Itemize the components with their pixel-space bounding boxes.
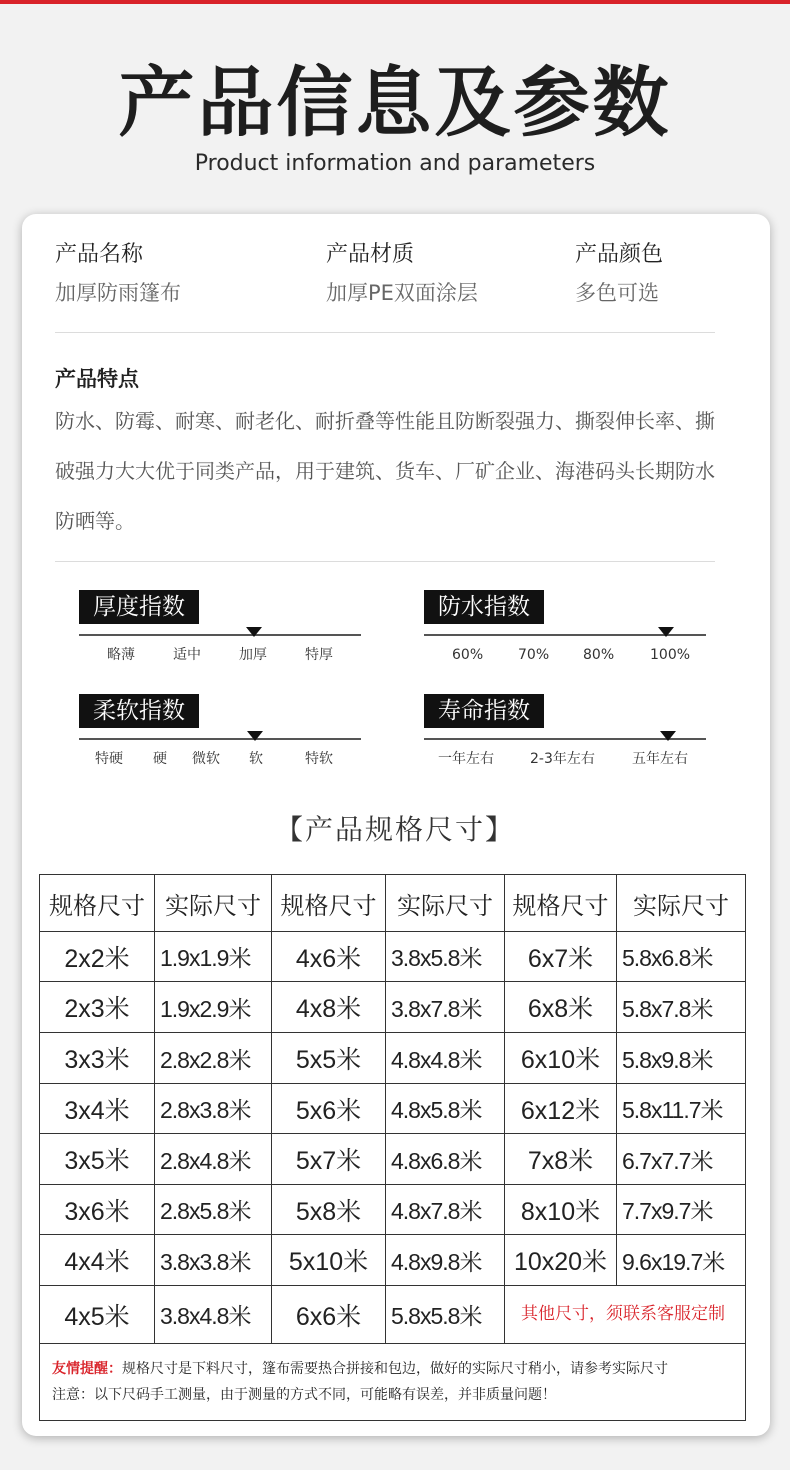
index-option: 特硬 [95, 751, 123, 767]
table-row [40, 1235, 746, 1286]
table-cell: 4.8x4.8米 [386, 1033, 505, 1084]
tip-label: 友情提醒： [52, 1361, 122, 1377]
table-cell: 5.8x11.7米 [617, 1084, 746, 1134]
table-cell: 1.9x2.9米 [155, 982, 272, 1033]
info-color [575, 240, 663, 308]
table-cell: 3.8x4.8米 [155, 1286, 272, 1344]
table-cell: 5.8x6.8米 [617, 932, 746, 982]
index-option: 80% [583, 647, 615, 663]
column-header: 实际尺寸 [386, 875, 505, 932]
table-cell: 4x5米 [40, 1286, 155, 1344]
index-tag: 寿命指数 [424, 694, 544, 728]
column-header: 规格尺寸 [505, 875, 617, 932]
table-cell: 4.8x5.8米 [386, 1084, 505, 1134]
softness-index [79, 694, 364, 774]
index-option: 特软 [305, 751, 333, 767]
table-cell: 5.8x5.8米 [386, 1286, 505, 1344]
column-header: 实际尺寸 [155, 875, 272, 932]
tip-cell [40, 1344, 746, 1421]
table-cell: 5.8x9.8米 [617, 1033, 746, 1084]
index-option: 略薄 [107, 647, 135, 663]
top-accent-bar [0, 0, 790, 4]
table-cell: 5.8x7.8米 [617, 982, 746, 1033]
index-option: 适中 [173, 647, 201, 663]
table-cell: 3x4米 [40, 1084, 155, 1134]
column-header: 实际尺寸 [617, 875, 746, 932]
table-cell: 5x5米 [272, 1033, 386, 1084]
index-option: 一年左右 [438, 751, 494, 767]
table-cell: 5x10米 [272, 1235, 386, 1286]
table-cell: 6x10米 [505, 1033, 617, 1084]
divider [55, 561, 715, 562]
table-row [40, 932, 746, 982]
info-label: 产品颜色 [575, 242, 664, 267]
index-tag: 厚度指数 [79, 590, 199, 624]
info-name [55, 240, 181, 308]
info-value: 加厚防雨篷布 [55, 281, 181, 305]
spec-table [39, 874, 746, 1421]
table-cell: 2.8x3.8米 [155, 1084, 272, 1134]
table-cell: 3.8x7.8米 [386, 982, 505, 1033]
index-marker-icon [660, 731, 676, 741]
table-cell: 2x2米 [40, 932, 155, 982]
index-option: 70% [518, 647, 550, 663]
table-cell: 1.9x1.9米 [155, 932, 272, 982]
index-option: 微软 [192, 751, 220, 767]
index-option: 60% [452, 647, 484, 663]
table-cell: 2.8x4.8米 [155, 1134, 272, 1185]
tip-text: 规格尺寸是下料尺寸，篷布需要热合拼接和包边，做好的实际尺寸稍小，请参考实际尺寸 [122, 1361, 668, 1377]
table-cell: 7x8米 [505, 1134, 617, 1185]
waterproof-index [424, 590, 709, 670]
table-cell: 4x8米 [272, 982, 386, 1033]
table-cell: 3.8x3.8米 [155, 1235, 272, 1286]
divider [55, 332, 715, 333]
page-title: 产品信息及参数 [118, 58, 672, 147]
table-row [40, 1084, 746, 1134]
tip-line [52, 1356, 733, 1382]
table-cell: 6x8米 [505, 982, 617, 1033]
table-cell: 5x6米 [272, 1084, 386, 1134]
table-cell: 3.8x5.8米 [386, 932, 505, 982]
info-value: 多色可选 [575, 281, 659, 305]
table-cell: 4x6米 [272, 932, 386, 982]
spec-title: 【产品规格尺寸】 [274, 813, 515, 846]
index-scale-line [79, 634, 361, 636]
index-tag: 柔软指数 [79, 694, 199, 728]
info-material [326, 240, 478, 308]
page-subtitle: Product information and parameters [194, 151, 596, 176]
index-option: 五年左右 [632, 751, 688, 767]
table-row [40, 1134, 746, 1185]
index-marker-icon [658, 627, 674, 637]
tip-row [40, 1344, 746, 1421]
table-cell: 3x5米 [40, 1134, 155, 1185]
table-row [40, 982, 746, 1033]
table-cell: 5x7米 [272, 1134, 386, 1185]
info-label: 产品名称 [55, 242, 144, 267]
index-scale-line [79, 738, 361, 740]
table-cell: 4x4米 [40, 1235, 155, 1286]
tip-line: 注意：以下尺码手工测量，由于测量的方式不同，可能略有误差，并非质量问题！ [52, 1387, 556, 1403]
index-option: 加厚 [239, 647, 267, 663]
table-cell: 7.7x9.7米 [617, 1185, 746, 1235]
index-option: 硬 [153, 751, 167, 767]
index-option: 100% [650, 647, 691, 663]
table-cell: 10x20米 [505, 1235, 617, 1286]
table-cell: 3x3米 [40, 1033, 155, 1084]
table-cell: 6x6米 [272, 1286, 386, 1344]
features-heading: 产品特点 [55, 367, 139, 391]
table-row [40, 1033, 746, 1084]
table-row [40, 1286, 746, 1344]
table-cell: 4.8x6.8米 [386, 1134, 505, 1185]
info-label: 产品材质 [326, 242, 415, 267]
column-header: 规格尺寸 [40, 875, 155, 932]
table-cell: 2.8x5.8米 [155, 1185, 272, 1235]
table-cell: 6x12米 [505, 1084, 617, 1134]
table-cell: 2x3米 [40, 982, 155, 1033]
index-option: 软 [249, 751, 263, 767]
table-cell: 6.7x7.7米 [617, 1134, 746, 1185]
table-cell: 6x7米 [505, 932, 617, 982]
table-cell: 5x8米 [272, 1185, 386, 1235]
index-option: 2-3年左右 [530, 751, 595, 767]
features-text: 防水、防霉、耐寒、耐老化、耐折叠等性能且防断裂强力、撕裂伸长率、撕破强力大大优于同类产品，用于建筑、货车、厂矿企业、海港码头长期防水防晒等。 [55, 409, 715, 533]
table-cell: 2.8x2.8米 [155, 1033, 272, 1084]
table-row [40, 1185, 746, 1235]
lifespan-index [424, 694, 709, 774]
table-cell: 3x6米 [40, 1185, 155, 1235]
info-value: 加厚PE双面涂层 [326, 281, 478, 305]
index-marker-icon [246, 627, 262, 637]
index-tag: 防水指数 [424, 590, 544, 624]
table-cell: 4.8x9.8米 [386, 1235, 505, 1286]
table-cell: 8x10米 [505, 1185, 617, 1235]
custom-size-note: 其他尺寸，须联系客服定制 [505, 1286, 746, 1344]
table-cell: 9.6x19.7米 [617, 1235, 746, 1286]
thickness-index [79, 590, 364, 670]
index-marker-icon [247, 731, 263, 741]
index-option: 特厚 [305, 647, 333, 663]
table-header-row [40, 875, 746, 932]
column-header: 规格尺寸 [272, 875, 386, 932]
table-cell: 4.8x7.8米 [386, 1185, 505, 1235]
